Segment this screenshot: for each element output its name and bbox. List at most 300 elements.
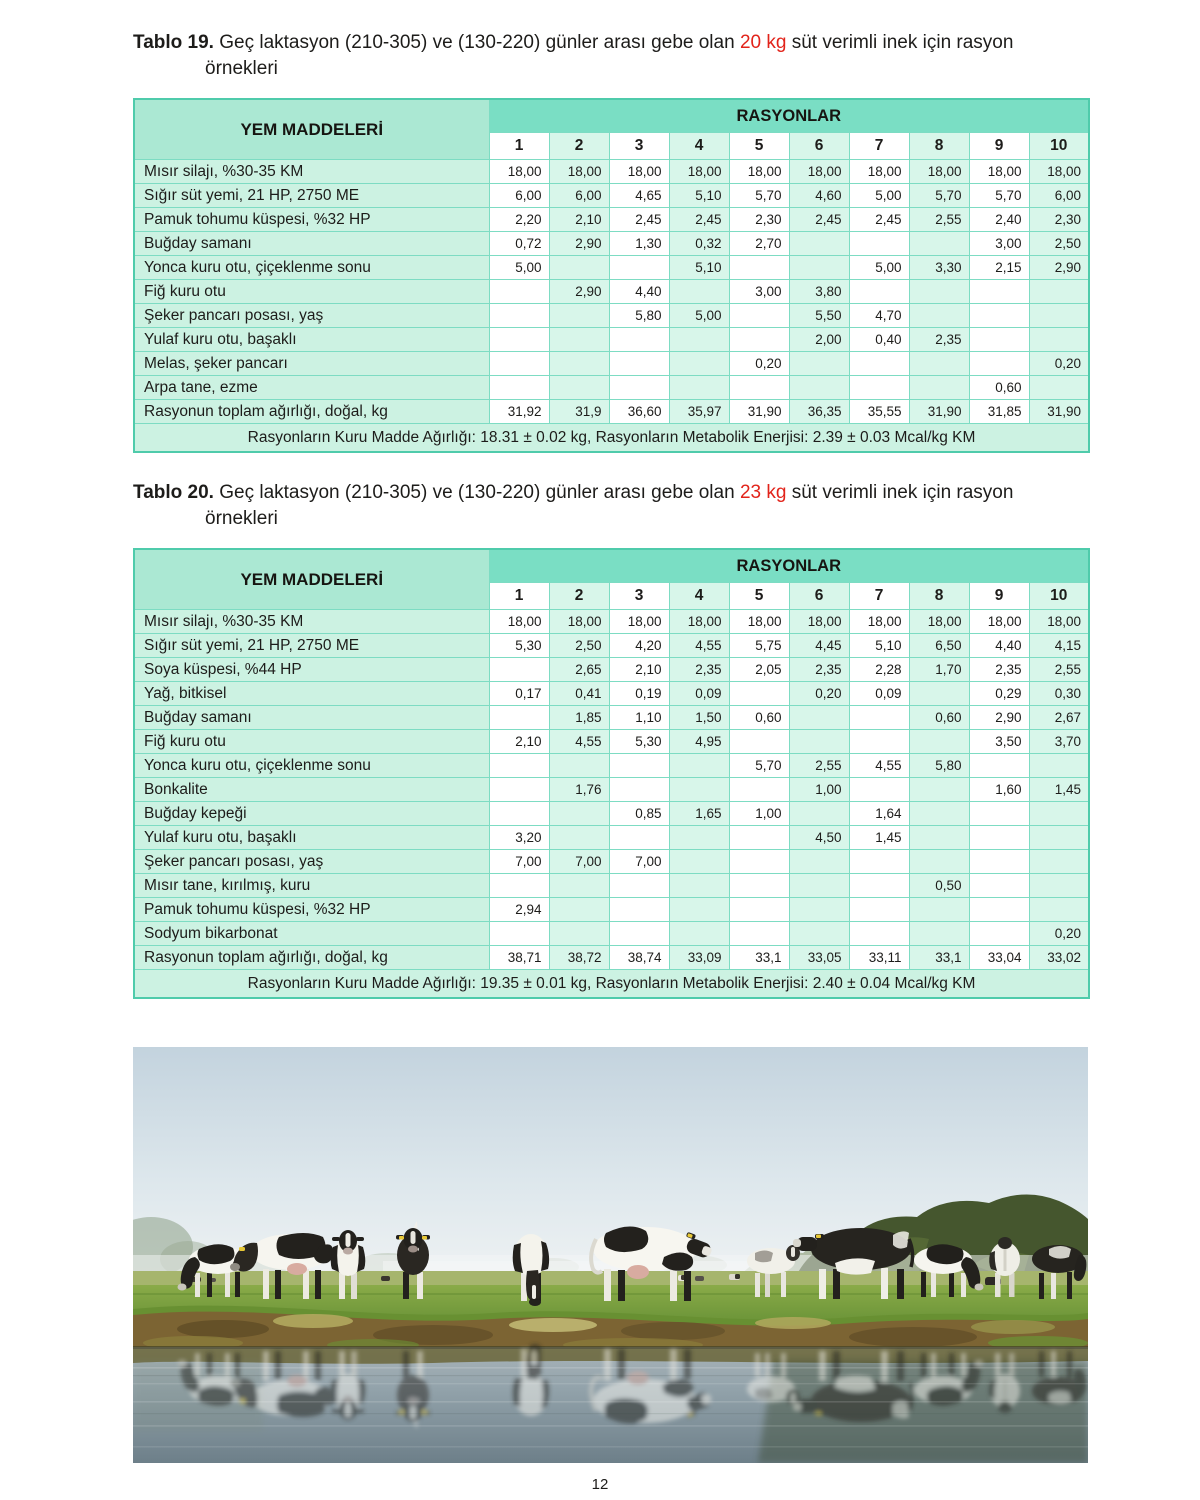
value-cell: 2,05 [729,658,789,682]
value-cell: 2,10 [549,208,609,232]
value-cell: 1,76 [549,778,609,802]
value-cell [549,898,609,922]
value-cell [1029,754,1089,778]
value-cell: 5,30 [609,730,669,754]
value-cell [669,922,729,946]
value-cell [669,850,729,874]
value-cell: 0,17 [489,682,549,706]
ration-col-10: 10 [1029,583,1089,610]
value-cell [729,922,789,946]
ration-col-9: 9 [969,133,1029,160]
ration-col-5: 5 [729,133,789,160]
value-cell: 0,19 [609,682,669,706]
value-cell: 18,00 [789,160,849,184]
table-row [134,610,1089,634]
value-cell: 33,1 [909,946,969,970]
value-cell: 4,55 [549,730,609,754]
value-cell: 3,80 [789,280,849,304]
value-cell: 2,28 [849,658,909,682]
table-row [134,706,1089,730]
value-cell [969,802,1029,826]
value-cell [1029,802,1089,826]
value-cell: 2,90 [549,232,609,256]
table20-footnote: Rasyonların Kuru Madde Ağırlığı: 19.35 ± 0.01 kg, Rasyonların Metabolik Enerjisi: 2.40 ± 0.04 Mcal/kg KM [134,970,1089,999]
value-cell [909,898,969,922]
value-cell: 3,00 [729,280,789,304]
value-cell: 6,00 [549,184,609,208]
value-cell: 2,20 [489,208,549,232]
value-cell: 5,10 [669,184,729,208]
value-cell: 1,64 [849,802,909,826]
value-cell [489,754,549,778]
value-cell [1029,826,1089,850]
value-cell: 1,00 [729,802,789,826]
value-cell: 2,15 [969,256,1029,280]
value-cell: 0,09 [669,682,729,706]
value-cell: 2,67 [1029,706,1089,730]
table19-milk-yield-highlight: 20 kg [739,32,787,53]
value-cell: 5,70 [729,754,789,778]
value-cell [1029,850,1089,874]
value-cell: 31,85 [969,400,1029,424]
value-cell: 18,00 [969,160,1029,184]
value-cell: 2,90 [549,280,609,304]
value-cell [609,898,669,922]
value-cell: 2,35 [909,328,969,352]
feed-label: Fiğ kuru otu [134,280,489,304]
value-cell [609,256,669,280]
value-cell: 4,55 [849,754,909,778]
value-cell: 4,95 [669,730,729,754]
value-cell: 2,90 [1029,256,1089,280]
value-cell: 2,50 [1029,232,1089,256]
value-cell [669,352,729,376]
value-cell [909,730,969,754]
table-row [134,400,1089,424]
value-cell: 2,55 [909,208,969,232]
value-cell [789,874,849,898]
value-cell: 33,02 [1029,946,1089,970]
cow-photo [133,1047,1088,1463]
value-cell: 0,40 [849,328,909,352]
value-cell [969,304,1029,328]
value-cell: 5,75 [729,634,789,658]
value-cell: 33,05 [789,946,849,970]
value-cell: 0,50 [909,874,969,898]
table20-title-text-2: süt verimli inek için rasyon [786,482,1014,503]
table-row [134,682,1089,706]
feed-label: Pamuk tohumu küspesi, %32 HP [134,898,489,922]
value-cell [489,778,549,802]
value-cell: 2,65 [549,658,609,682]
value-cell: 33,04 [969,946,1029,970]
value-cell: 31,9 [549,400,609,424]
table20-title [133,480,1088,532]
value-cell [789,256,849,280]
value-cell [789,706,849,730]
value-cell [849,706,909,730]
value-cell [609,874,669,898]
value-cell [789,730,849,754]
table-row [134,376,1089,400]
table19-footnote: Rasyonların Kuru Madde Ağırlığı: 18.31 ± 0.02 kg, Rasyonların Metabolik Enerjisi: 2.39 ± 0.03 Mcal/kg KM [134,424,1089,453]
value-cell [669,826,729,850]
value-cell [489,352,549,376]
value-cell [849,778,909,802]
value-cell [729,874,789,898]
value-cell [729,850,789,874]
ration-col-7: 7 [849,133,909,160]
feed-label: Şeker pancarı posası, yaş [134,850,489,874]
value-cell: 18,00 [1029,160,1089,184]
value-cell: 0,20 [789,682,849,706]
value-cell: 4,70 [849,304,909,328]
value-cell: 31,90 [729,400,789,424]
table-row [134,730,1089,754]
value-cell: 2,40 [969,208,1029,232]
value-cell: 5,00 [489,256,549,280]
value-cell: 2,50 [549,634,609,658]
value-cell [489,304,549,328]
value-cell [909,802,969,826]
feed-label: Buğday samanı [134,706,489,730]
value-cell [849,874,909,898]
table-row [134,352,1089,376]
value-cell: 38,74 [609,946,669,970]
rations-group-header: RASYONLAR [489,549,1089,583]
value-cell [549,874,609,898]
table20-rations-table [133,548,1090,999]
value-cell [729,256,789,280]
value-cell: 2,45 [669,208,729,232]
value-cell: 1,30 [609,232,669,256]
table20-milk-yield-highlight: 23 kg [739,482,787,503]
value-cell [549,352,609,376]
value-cell [549,826,609,850]
value-cell [1029,304,1089,328]
value-cell [669,778,729,802]
ration-col-1: 1 [489,133,549,160]
value-cell [489,706,549,730]
value-cell [909,352,969,376]
value-cell: 2,45 [849,208,909,232]
value-cell: 4,60 [789,184,849,208]
value-cell [489,280,549,304]
table-row [134,634,1089,658]
value-cell: 2,90 [969,706,1029,730]
feed-label: Arpa tane, ezme [134,376,489,400]
table-row [134,754,1089,778]
table19-title-text: Geç laktasyon (210-305) ve (130-220) günler arası gebe olan [213,32,740,53]
value-cell: 1,00 [789,778,849,802]
value-cell: 6,50 [909,634,969,658]
value-cell: 0,60 [729,706,789,730]
value-cell: 18,00 [849,160,909,184]
value-cell [669,898,729,922]
value-cell [549,304,609,328]
feed-label: Yağ, bitkisel [134,682,489,706]
value-cell [909,280,969,304]
table-row [134,850,1089,874]
value-cell: 2,35 [669,658,729,682]
value-cell [849,352,909,376]
table-row [134,304,1089,328]
table-row [134,160,1089,184]
value-cell [849,376,909,400]
value-cell: 1,45 [1029,778,1089,802]
value-cell [1029,874,1089,898]
value-cell [729,682,789,706]
ration-col-6: 6 [789,583,849,610]
table-row [134,184,1089,208]
value-cell: 0,20 [1029,922,1089,946]
value-cell [609,376,669,400]
value-cell [969,826,1029,850]
ration-col-2: 2 [549,133,609,160]
table-row [134,658,1089,682]
table-row [134,826,1089,850]
ration-col-4: 4 [669,133,729,160]
value-cell [969,898,1029,922]
value-cell: 5,70 [969,184,1029,208]
value-cell [549,376,609,400]
value-cell [609,754,669,778]
value-cell [549,754,609,778]
value-cell [489,658,549,682]
value-cell: 0,72 [489,232,549,256]
value-cell: 18,00 [909,610,969,634]
value-cell: 33,09 [669,946,729,970]
feed-label: Rasyonun toplam ağırlığı, doğal, kg [134,400,489,424]
value-cell [849,280,909,304]
value-cell: 1,65 [669,802,729,826]
value-cell: 3,20 [489,826,549,850]
value-cell [789,376,849,400]
feed-label: Bonkalite [134,778,489,802]
value-cell [729,730,789,754]
value-cell: 3,00 [969,232,1029,256]
value-cell: 1,50 [669,706,729,730]
value-cell [969,754,1029,778]
value-cell: 1,70 [909,658,969,682]
value-cell [969,922,1029,946]
value-cell: 1,85 [549,706,609,730]
value-cell: 4,45 [789,634,849,658]
feed-label: Soya küspesi, %44 HP [134,658,489,682]
value-cell: 18,00 [909,160,969,184]
value-cell: 18,00 [1029,610,1089,634]
value-cell [789,850,849,874]
value-cell [789,802,849,826]
value-cell: 3,30 [909,256,969,280]
value-cell: 0,32 [669,232,729,256]
value-cell: 2,10 [609,658,669,682]
value-cell [549,802,609,826]
value-cell: 5,00 [849,256,909,280]
table-row [134,328,1089,352]
value-cell: 2,35 [789,658,849,682]
value-cell: 2,30 [1029,208,1089,232]
feed-label: Şeker pancarı posası, yaş [134,304,489,328]
value-cell [909,232,969,256]
value-cell: 4,55 [669,634,729,658]
table-row [134,256,1089,280]
value-cell [729,898,789,922]
value-cell [609,778,669,802]
table-row [134,778,1089,802]
value-cell: 1,10 [609,706,669,730]
value-cell: 4,20 [609,634,669,658]
value-cell: 2,10 [489,730,549,754]
value-cell: 18,00 [609,160,669,184]
value-cell [669,280,729,304]
rations-group-header: RASYONLAR [489,99,1089,133]
value-cell [489,874,549,898]
table19-body [134,160,1089,424]
value-cell: 1,60 [969,778,1029,802]
feed-label: Mısır tane, kırılmış, kuru [134,874,489,898]
ration-col-10: 10 [1029,133,1089,160]
value-cell: 5,70 [909,184,969,208]
value-cell: 31,90 [1029,400,1089,424]
value-cell [1029,376,1089,400]
value-cell [549,922,609,946]
value-cell: 18,00 [729,610,789,634]
value-cell: 7,00 [489,850,549,874]
value-cell: 0,29 [969,682,1029,706]
feed-column-header: YEM MADDELERİ [134,99,489,160]
table-row [134,208,1089,232]
value-cell [909,826,969,850]
value-cell [729,826,789,850]
value-cell: 2,70 [729,232,789,256]
feed-label: Buğday samanı [134,232,489,256]
value-cell: 5,00 [849,184,909,208]
table-row [134,946,1089,970]
value-cell: 2,35 [969,658,1029,682]
value-cell: 6,00 [489,184,549,208]
value-cell: 4,50 [789,826,849,850]
ration-col-8: 8 [909,583,969,610]
value-cell: 0,41 [549,682,609,706]
value-cell: 5,80 [609,304,669,328]
value-cell: 18,00 [789,610,849,634]
value-cell: 36,60 [609,400,669,424]
value-cell: 2,94 [489,898,549,922]
table20-title-label: Tablo 20. [133,482,214,503]
value-cell: 18,00 [669,160,729,184]
value-cell [909,850,969,874]
value-cell: 2,45 [789,208,849,232]
ration-col-3: 3 [609,583,669,610]
value-cell: 18,00 [969,610,1029,634]
value-cell [1029,280,1089,304]
value-cell [789,898,849,922]
value-cell [669,328,729,352]
value-cell: 0,60 [909,706,969,730]
value-cell: 3,70 [1029,730,1089,754]
table20-body [134,610,1089,970]
value-cell: 18,00 [489,160,549,184]
value-cell: 33,1 [729,946,789,970]
value-cell [969,280,1029,304]
value-cell: 31,90 [909,400,969,424]
value-cell: 5,10 [669,256,729,280]
feed-column-header: YEM MADDELERİ [134,549,489,610]
value-cell [669,376,729,400]
value-cell [489,328,549,352]
feed-label: Yulaf kuru otu, başaklı [134,826,489,850]
value-cell [1029,328,1089,352]
value-cell: 5,70 [729,184,789,208]
value-cell [849,898,909,922]
value-cell: 7,00 [609,850,669,874]
value-cell: 4,40 [969,634,1029,658]
feed-label: Sığır süt yemi, 21 HP, 2750 ME [134,634,489,658]
table19-title [133,30,1088,82]
value-cell: 5,30 [489,634,549,658]
value-cell: 2,55 [789,754,849,778]
value-cell: 35,97 [669,400,729,424]
value-cell: 0,09 [849,682,909,706]
value-cell: 0,85 [609,802,669,826]
value-cell: 6,00 [1029,184,1089,208]
feed-label: Sığır süt yemi, 21 HP, 2750 ME [134,184,489,208]
feed-label: Buğday kepeği [134,802,489,826]
ration-col-5: 5 [729,583,789,610]
value-cell: 5,50 [789,304,849,328]
value-cell: 33,11 [849,946,909,970]
ration-col-1: 1 [489,583,549,610]
value-cell [549,328,609,352]
value-cell: 5,00 [669,304,729,328]
value-cell: 2,30 [729,208,789,232]
value-cell: 4,40 [609,280,669,304]
table-row [134,280,1089,304]
ration-col-6: 6 [789,133,849,160]
value-cell: 38,72 [549,946,609,970]
table-row [134,232,1089,256]
feed-label: Mısır silajı, %30-35 KM [134,160,489,184]
value-cell [489,802,549,826]
value-cell [729,778,789,802]
value-cell: 5,10 [849,634,909,658]
value-cell: 5,80 [909,754,969,778]
value-cell [969,352,1029,376]
feed-label: Fiğ kuru otu [134,730,489,754]
value-cell [489,376,549,400]
table-row [134,802,1089,826]
value-cell [849,850,909,874]
value-cell [909,778,969,802]
cow-photo-illustration [133,1047,1088,1463]
table19-rations-table [133,98,1090,453]
value-cell [909,376,969,400]
table19-title-label: Tablo 19. [133,32,214,53]
value-cell: 7,00 [549,850,609,874]
feed-label: Yonca kuru otu, çiçeklenme sonu [134,754,489,778]
value-cell [609,922,669,946]
value-cell [669,874,729,898]
value-cell [909,922,969,946]
table20-title-line2: örnekleri [205,508,278,529]
value-cell: 36,35 [789,400,849,424]
table19-title-text-2: süt verimli inek için rasyon [786,32,1014,53]
value-cell [489,922,549,946]
value-cell: 1,45 [849,826,909,850]
table-row [134,898,1089,922]
value-cell [609,352,669,376]
